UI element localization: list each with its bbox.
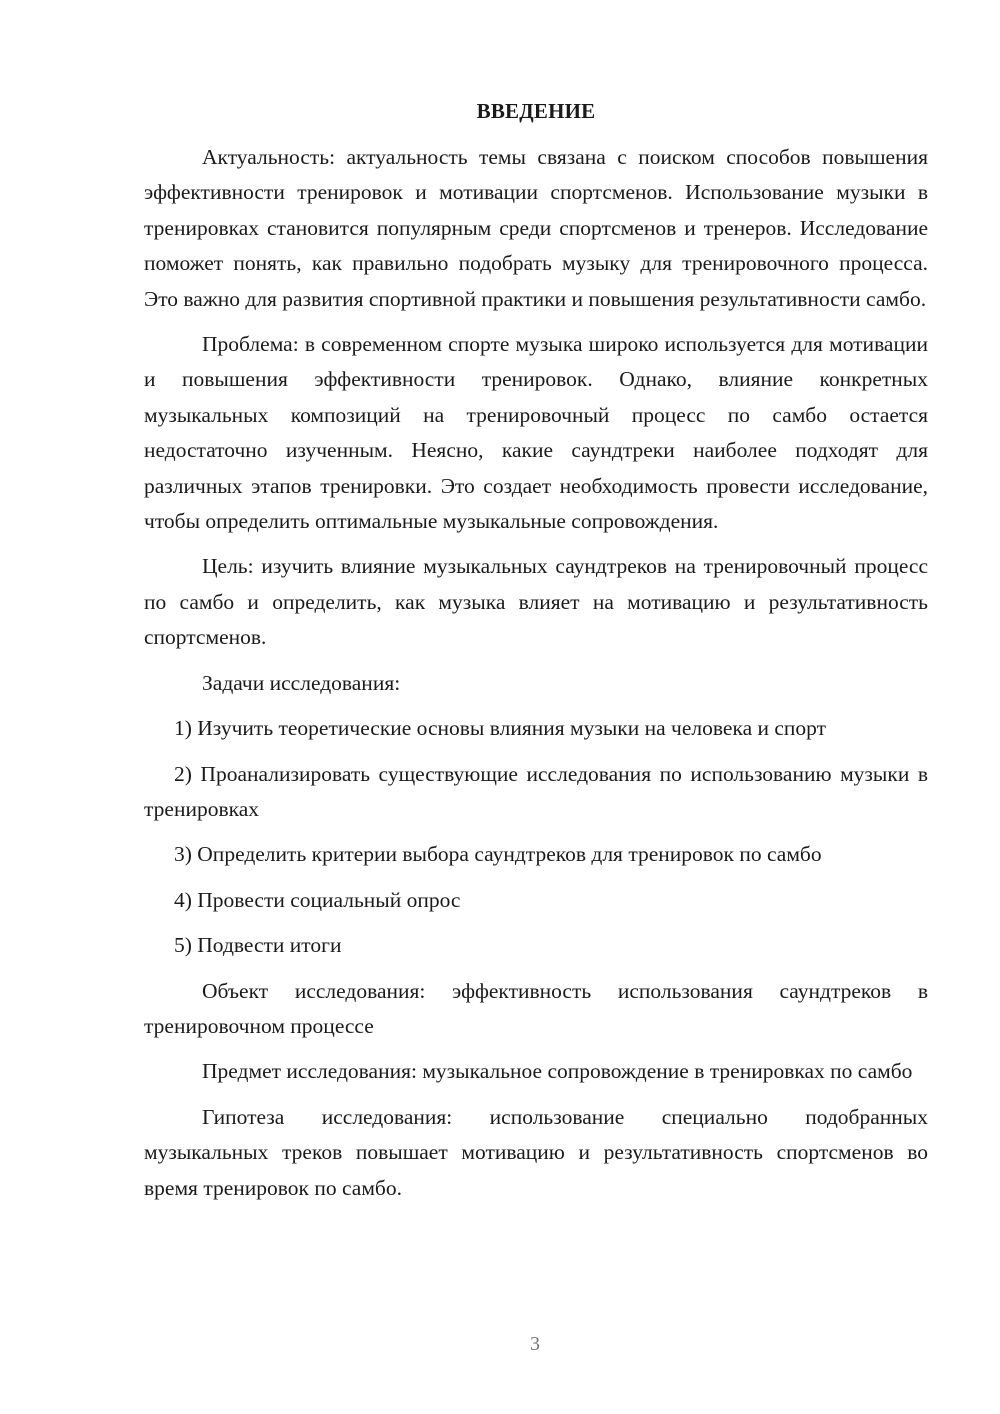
page-title: ВВЕДЕНИЕ bbox=[476, 99, 596, 123]
hypothesis-paragraph: Гипотеза исследования: использование специально подобранных музыкальных треков повышает мотивацию и результативность спортсменов во время тренировок по самбо. bbox=[144, 1104, 928, 1200]
task-item-2: 2) Проанализировать существующие исследования по использованию музыки в тренировках bbox=[144, 761, 928, 821]
page-number: 3 bbox=[530, 1333, 540, 1355]
problem-paragraph: Проблема: в современном спорте музыка широко используется для мотивации и повышения эффективности тренировок. Однако, влияние конкретных музыкальных композиций на тренировочный процесс по самбо остается недостаточно изученным. Неясно, какие саундтреки наиболее подходят для различных этапов тренировки. Это создает необходимость провести исследование, чтобы определить оптимальные музыкальные сопровождения. bbox=[144, 332, 928, 534]
document-page bbox=[144, 94, 928, 1206]
task-item-4: 4) Провести социальный опрос bbox=[174, 887, 461, 912]
tasks-heading: Задачи исследования: bbox=[202, 670, 401, 695]
task-item-3: 3) Определить критерии выбора саундтреков для тренировок по самбо bbox=[174, 842, 822, 867]
goal-paragraph: Цель: изучить влияние музыкальных саундтреков на тренировочный процесс по самбо и определить, как музыка влияет на мотивацию и результативность спортсменов. bbox=[144, 554, 928, 650]
object-paragraph: Объект исследования: эффективность использования саундтреков в тренировочном процессе bbox=[144, 978, 928, 1038]
task-item-1: 1) Изучить теоретические основы влияния музыки на человека и спорт bbox=[174, 716, 827, 741]
subject-paragraph: Предмет исследования: музыкальное сопровождение в тренировках по самбо bbox=[202, 1059, 913, 1084]
relevance-paragraph: Актуальность: актуальность темы связана с поиском способов повышения эффективности тренировок и мотивации спортсменов. Использование музыки в тренировках становится популярным среди спортсменов и тренеров. Исследование поможет понять, как правильно подобрать музыку для тренировочного процесса. Это важно для развития спортивной практики и повышения результативности самбо. bbox=[144, 145, 928, 311]
task-item-5: 5) Подвести итоги bbox=[174, 933, 342, 958]
